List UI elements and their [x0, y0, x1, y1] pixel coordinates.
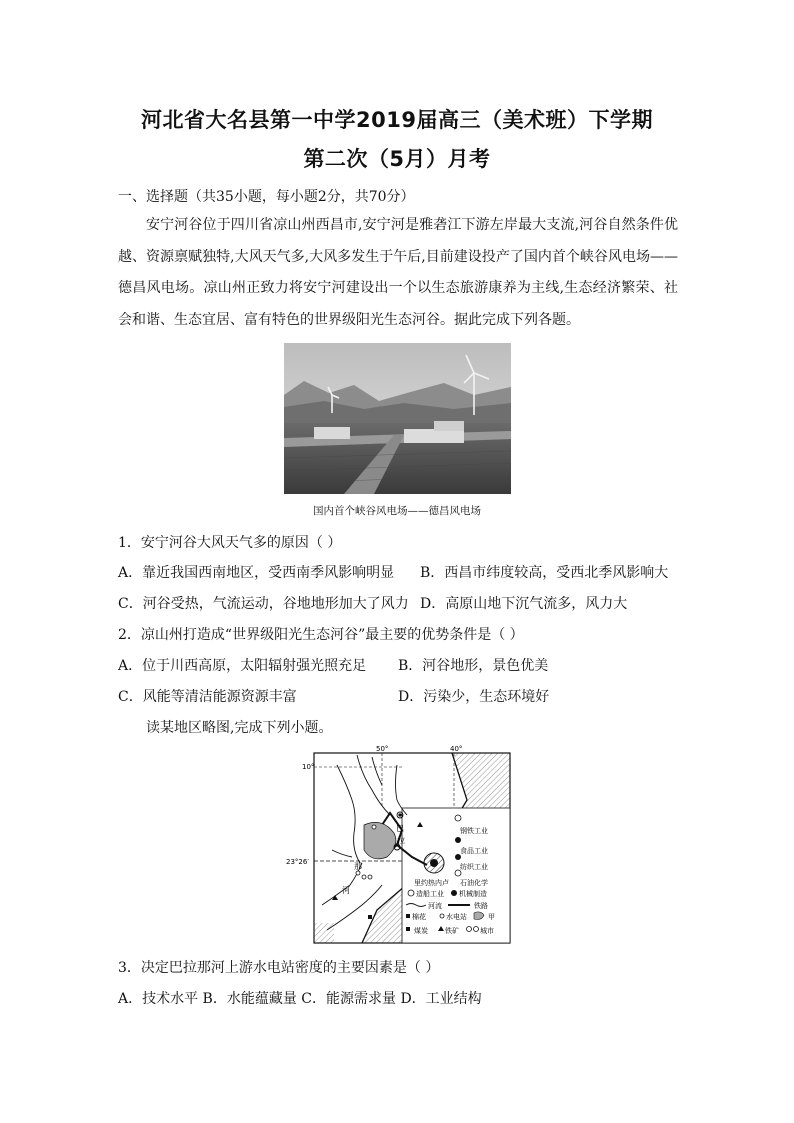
q1-option-c: C．河谷受热，气流运动，谷地地形加大了风力 [118, 596, 409, 612]
legend-ship: 造船工业 [416, 890, 444, 898]
q2-option-c: C．风能等清洁能源资源丰富 [118, 689, 297, 705]
photo-caption: 国内首个峡谷风电场——德昌风电场 [313, 505, 481, 517]
map-intro: 读某地区略图,完成下列小题。 [146, 720, 333, 736]
map-city-rio: 里约热内卢 [414, 879, 449, 887]
map-lon-40: 40° [450, 745, 463, 753]
legend-hydro: 水电站 [446, 913, 467, 921]
wind-farm-photo [284, 343, 511, 494]
q3-stem: 3．决定巴拉那河上游水电站密度的主要因素是（ ） [118, 960, 440, 976]
q2-option-d: D．污染少，生态环境好 [398, 689, 550, 705]
passage-1: 安宁河谷位于四川省凉山州西昌市,安宁河是雅砻江下游左岸最大支流,河谷自然条件优越、资源禀赋独特,大风天气多,大风多发生于午后,目前建设投产了国内首个峡谷风电场——德昌风电场。凉山州正致力将安宁河建设出一个以生态旅游康养为主线,生态经济繁荣、社会和谐、生态宜居、富有特色的世界级阳光生态河谷。据此完成下列各题。 [118, 217, 678, 328]
map-lat-10: 10° [302, 763, 315, 771]
legend-iron: 铁矿 [445, 927, 459, 935]
legend-mech: 机械制造 [459, 890, 487, 898]
q1-option-b: B．西昌市纬度较高，受西北季风影响大 [420, 565, 669, 581]
legend-food: 食品工业 [460, 847, 488, 855]
map-char-ba: 巴 [396, 824, 404, 833]
map-lon-50: 50° [376, 745, 389, 753]
section-heading: 一、选择题（共35小题，每小题2分，共70分） [118, 189, 415, 205]
title-line-1: 河北省大名县第一中学2019届高三（美术班）下学期 [141, 108, 653, 132]
title-line-2: 第二次（5月）月考 [303, 147, 491, 171]
region-map [286, 745, 512, 945]
map-char-na: 那 [354, 862, 362, 871]
q3-options: A．技术水平 B．水能蕴藏量 C．能源需求量 D．工业结构 [118, 991, 482, 1007]
legend-steel: 钢铁工业 [460, 827, 488, 835]
q2-option-a: A．位于川西高原，太阳辐射强光照充足 [118, 658, 367, 674]
q1-option-a: A．靠近我国西南地区，受西南季风影响明显 [118, 565, 395, 581]
q2-stem: 2．凉山州打造成“世界级阳光生态河谷”最主要的优势条件是（ ） [118, 627, 524, 643]
legend-textile: 纺织工业 [460, 863, 488, 871]
legend-coal: 煤炭 [414, 927, 428, 935]
map-char-la: 拉 [397, 836, 405, 845]
map-char-he: 河 [342, 886, 350, 895]
map-lat-2326: 23°26′ [286, 858, 309, 866]
legend-rail: 铁路 [474, 902, 488, 910]
legend-city: 城市 [480, 927, 494, 935]
q2-option-b: B．河谷地形，景色优美 [398, 658, 549, 674]
q1-stem: 1．安宁河谷大风天气多的原因（ ） [118, 535, 342, 551]
q1-option-d: D．高原山地下沉气流多，风力大 [420, 596, 628, 612]
legend-river: 河流 [428, 902, 442, 910]
legend-cotton: 棉花 [412, 913, 426, 921]
legend-jia: 甲 [488, 913, 495, 921]
legend-petro: 石油化学 [460, 879, 488, 887]
